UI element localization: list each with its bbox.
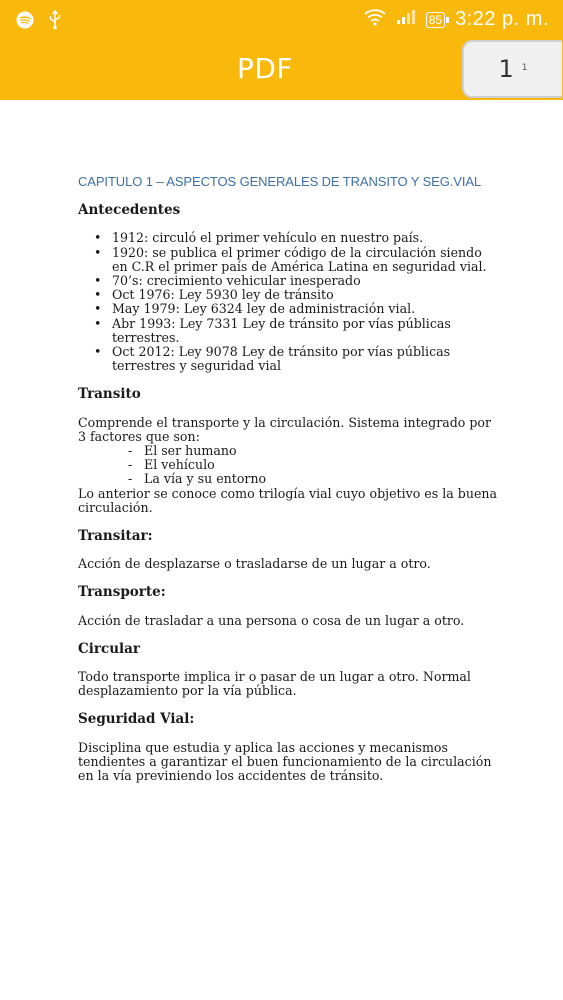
battery-icon: 85: [426, 12, 445, 28]
list-item: • 1920: se publica el primer código de la circulación siendo en C.R el primer país de América Latina en seguridad vial.: [112, 246, 498, 274]
section-heading-transporte: Transporte:: [78, 584, 166, 601]
list-item: • Oct 2012: Ley 9078 Ley de tránsito por vías públicas terrestres y seguridad vial: [112, 345, 498, 373]
list-item: - El ser humano: [144, 444, 498, 458]
wifi-icon: [364, 8, 386, 31]
status-time: 3:22 p. m.: [455, 8, 549, 30]
pdf-page-content: [78, 175, 498, 797]
section-heading-transito: Transito: [78, 386, 141, 403]
seguridad-vial-body: Disciplina que estudia y aplica las acciones y mecanismos tendientes a garantizar el buen funcionamiento de la circulación en la vía previniendo los accidentes de tránsito.: [78, 739, 492, 784]
app-bar: [0, 0, 563, 100]
spotify-icon: [16, 11, 34, 34]
transitar-body: Acción de desplazarse o trasladarse de un lugar a otro.: [78, 556, 431, 572]
usb-icon: [48, 10, 62, 35]
section-heading-circular: Circular: [78, 640, 141, 657]
app-title: PDF: [236, 52, 294, 85]
list-item: - La vía y su entorno: [144, 472, 498, 486]
list-item: • 70’s: crecimiento vehicular inesperado: [112, 274, 498, 288]
chapter-title: CAPITULO 1 – ASPECTOS GENERALES DE TRANSITO Y SEG.VIAL: [78, 174, 482, 189]
section-heading-antecedentes: Antecedentes: [78, 202, 181, 219]
transporte-body: Acción de trasladar a una persona o cosa de un lugar a otro.: [78, 612, 465, 628]
list-item: • Oct 1976: Ley 5930 ley de tránsito: [112, 288, 498, 302]
page-total: 1: [521, 63, 528, 73]
list-item: • Abr 1993: Ley 7331 Ley de tránsito por vías públicas terrestres.: [112, 317, 498, 345]
list-item: • 1912: circuló el primer vehículo en nuestro país.: [112, 231, 498, 245]
antecedentes-list: [78, 231, 498, 373]
page-indicator[interactable]: [462, 40, 562, 98]
section-heading-transitar: Transitar:: [78, 528, 153, 545]
transito-closing: Lo anterior se conoce como trilogía vial cuyo objetivo es la buena circulación.: [78, 485, 498, 515]
list-item: • May 1979: Ley 6324 ley de administración vial.: [112, 302, 498, 316]
transito-intro: Comprende el transporte y la circulación. Sistema integrado por 3 factores que son:: [78, 414, 492, 444]
circular-body: Todo transporte implica ir o pasar de un lugar a otro. Normal desplazamiento por la vía pública.: [78, 669, 471, 699]
section-heading-seguridad-vial: Seguridad Vial:: [78, 711, 195, 728]
status-bar: [0, 0, 563, 38]
transito-factors-list: [78, 444, 498, 487]
page-current: 1: [498, 55, 514, 83]
signal-icon: [396, 9, 416, 30]
list-item: - El vehículo: [144, 458, 498, 472]
